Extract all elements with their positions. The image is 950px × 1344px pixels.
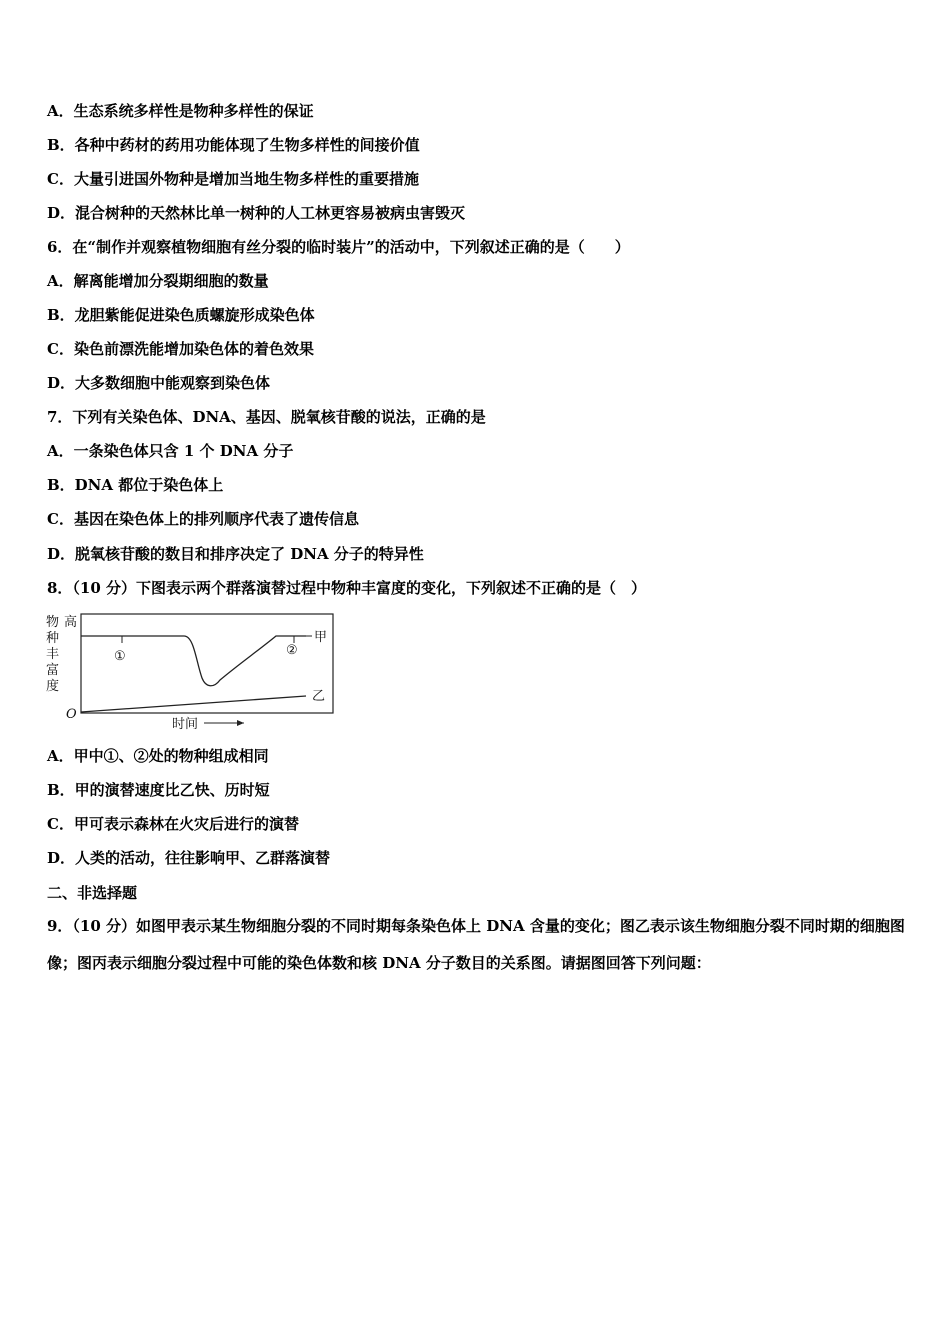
y-label-char-2: 种 [46,631,60,646]
q7-option-b: B．DNA 都位于染色体上 [47,476,224,494]
origin-label: O [66,707,77,722]
curve-yi [81,696,306,712]
q8-stem: 8．（10 分）下图表示两个群落演替过程中物种丰富度的变化，下列叙述不正确的是（ ） [47,579,647,597]
x-arrow-head [237,720,244,726]
q5-option-a: A．生态系统多样性是物种多样性的保证 [47,102,314,120]
mark2-label: ② [286,643,298,658]
q6-option-c: C．染色前漂洗能增加染色体的着色效果 [47,340,314,358]
curve-jia-label: 甲 [314,630,328,645]
y-high-label: 高 [64,615,78,630]
y-label-char-3: 丰 [46,647,60,662]
x-label: 时间 [172,717,199,732]
mark1-label: ① [114,649,126,664]
curve-yi-label: 乙 [312,689,326,704]
q7-option-d: D．脱氧核苷酸的数目和排序决定了 DNA 分子的特异性 [47,545,424,563]
q9-stem: 9．（10 分）如图甲表示某生物细胞分裂的不同时期每条染色体上 DNA 含量的变化；图乙表示该生物细胞分裂不同时期的细胞图像；图丙表示细胞分裂过程中可能的染色体数和核 DNA 分子数目的关系图。请据图回答下列问题： [47,917,905,972]
q5-option-b: B．各种中药材的药用功能体现了生物多样性的间接价值 [47,136,420,154]
q5-option-c: C．大量引进国外物种是增加当地生物多样性的重要措施 [47,170,419,188]
q8-option-c: C．甲可表示森林在火灾后进行的演替 [47,815,299,833]
q7-option-a: A．一条染色体只含 1 个 DNA 分子 [47,442,294,460]
q7-option-c: C．基因在染色体上的排列顺序代表了遗传信息 [47,510,359,528]
succession-chart [44,606,339,734]
q6-option-b: B．龙胆紫能促进染色质螺旋形成染色体 [47,306,315,324]
y-label-char-1: 物 [46,615,60,630]
q8-option-b: B．甲的演替速度比乙快、历时短 [47,781,270,799]
q8-option-d: D．人类的活动，往往影响甲、乙群落演替 [47,849,331,867]
q6-option-d: D．大多数细胞中能观察到染色体 [47,374,271,392]
y-label-char-4: 富 [46,663,60,678]
q6-option-a: A．解离能增加分裂期细胞的数量 [47,272,269,290]
q8-option-a: A．甲中①、②处的物种组成相同 [47,747,269,765]
succession-figure [44,606,339,734]
q7-stem: 7．下列有关染色体、DNA、基因、脱氧核苷酸的说法，正确的是 [47,408,486,426]
q6-stem: 6．在“制作并观察植物细胞有丝分裂的临时装片”的活动中，下列叙述正确的是（ ） [47,238,630,256]
y-label-char-5: 度 [46,679,60,694]
section-heading: 二、非选择题 [47,884,138,902]
q5-option-d: D．混合树种的天然林比单一树种的人工林更容易被病虫害毁灭 [47,204,466,222]
